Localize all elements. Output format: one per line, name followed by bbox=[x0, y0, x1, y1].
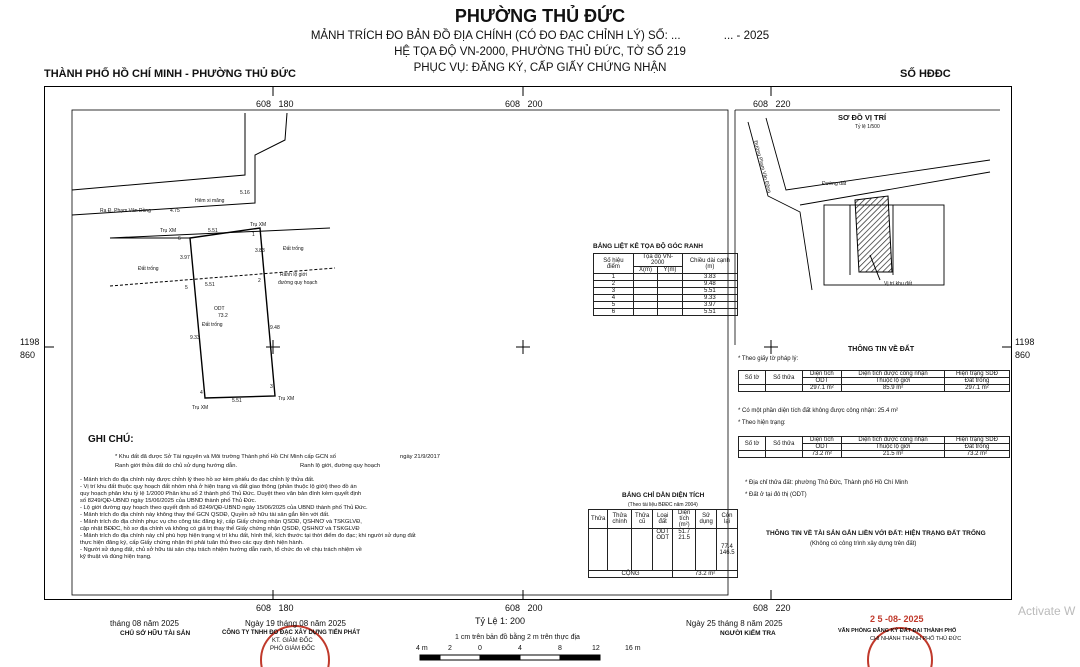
ruler-tick: 4 bbox=[518, 645, 522, 652]
alley-label: Hẻm xi măng bbox=[195, 198, 225, 204]
grid-label: 860 bbox=[20, 350, 36, 360]
notes-line: - Vị trí khu đất thuộc quy hoạch đất nhóm nhà ở hiện trạng và đất giao thông (phần thuộc lộ giới) theo đồ án bbox=[80, 484, 357, 490]
notes-line: - Mảnh trích đo địa chính này không thay thế GCN QSDĐ, Quyền sở hữu tài sản gắn liền với đất. bbox=[80, 512, 330, 518]
alley-width: 5.16 bbox=[240, 190, 250, 196]
signature-date-1: tháng 08 năm 2025 bbox=[110, 619, 179, 628]
col-header: Chiều dài cạnh (m) bbox=[682, 254, 737, 274]
land-info-current: * Theo hiện trạng: bbox=[738, 420, 786, 426]
point-label: 5 bbox=[185, 285, 188, 291]
table-row: 4 9.33 bbox=[594, 295, 738, 302]
edge-length: 3.83 bbox=[255, 248, 265, 254]
notes-line: * Khu đất đã được Sở Tài nguyên và Môi trường Thành phố Hồ Chí Minh cấp GCN số bbox=[115, 454, 336, 460]
grid-label: 608 220 bbox=[753, 603, 791, 613]
scale-bar-segment bbox=[560, 655, 600, 660]
ruler-tick: 16 m bbox=[625, 645, 641, 652]
signature-date-3: Ngày 25 tháng 8 năm 2025 bbox=[686, 619, 783, 628]
land-info-origin: * Đất ở tại đô thị (ODT) bbox=[745, 492, 807, 498]
land-info-table-2: Số tờ Số thửa Diện tích Diện tích được công nhận Hiện trạng SDĐ ODT Thuộc lộ giới Đất trống 73.2 m² 21.5 m² 73.2 m² bbox=[738, 436, 1010, 458]
notes-line: - Mảnh trích đo địa chính này được chỉnh lý theo hồ sơ kèm phiếu đo đạc chỉnh lý thửa đất. bbox=[80, 477, 315, 483]
coords-table bbox=[593, 253, 738, 316]
scale-bar-segment bbox=[420, 655, 440, 660]
activation-watermark: Activate W bbox=[1018, 604, 1076, 618]
location-marker-label: Vị trí khu đất bbox=[884, 281, 913, 287]
alley-width: 4.75 bbox=[170, 208, 180, 214]
grid-label: 1198 bbox=[20, 337, 40, 347]
notes-line: - Người sử dụng đất, chủ sở hữu tài sản chịu trách nhiệm hướng dẫn ranh, tổ chức đo vẽ chịu trách nhiệm về bbox=[80, 547, 362, 553]
land-label: Đất trống bbox=[283, 246, 304, 252]
road-boundary-label: Ranh lộ giới bbox=[280, 272, 307, 278]
notes-line: cập nhật BĐĐC, hồ sơ địa chính và không có giá trị thay thế Giấy chứng nhận QSDĐ, QSHNƠ và TSKGLVĐ bbox=[80, 526, 360, 532]
point-label: 4 bbox=[200, 390, 203, 396]
notes-list bbox=[80, 477, 520, 561]
area-table-sub: (Theo tài liệu BĐĐC năm 2004) bbox=[628, 502, 698, 508]
road-label: Ra Đ. Phạm Văn Đồng bbox=[100, 208, 151, 214]
edge-length: 3.97 bbox=[180, 255, 190, 261]
signature-role-3: NGƯỜI KIỂM TRA bbox=[720, 630, 776, 637]
stamp-date: 2 5 -08- 2025 bbox=[870, 614, 924, 624]
area-table-title: BẢNG CHỈ DẪN DIỆN TÍCH bbox=[622, 492, 705, 499]
signature-role-1: CHỦ SỞ HỮU TÀI SẢN bbox=[120, 630, 191, 637]
document-title: PHƯỜNG THỦ ĐỨC bbox=[454, 6, 626, 26]
ruler-tick: 4 m bbox=[416, 645, 428, 652]
col-header: X(m) bbox=[633, 267, 657, 274]
area-table: Thửa Thửa chính Thửa cũ Loại đất Diện tích (m²) Sử dụng Còn lại ODT ODT 51.7 21.5 77.4 146.5 CỘNG 73.2 m² bbox=[588, 509, 738, 578]
ruler-tick: 0 bbox=[478, 645, 482, 652]
notes-line: ngày 21/9/2017 bbox=[400, 454, 440, 460]
notes-line: - Lộ giới đường quy hoạch theo quyết định số 8249/QĐ-UBND ngày 15/06/2025 của UBND thành phố Thủ Đức. bbox=[80, 505, 368, 511]
location-title: SƠ ĐỒ VỊ TRÍ bbox=[838, 113, 887, 122]
edge-length: 9.33 bbox=[190, 335, 200, 341]
table-row: 297.1 m² 85.9 m² 297.1 m² bbox=[739, 385, 1010, 392]
header-line-1-tail: ... - 2025 bbox=[723, 30, 770, 42]
land-info-note: * Có một phần diện tích đất không được công nhận: 25.4 m² bbox=[738, 408, 899, 414]
col-header: Y(m) bbox=[658, 267, 682, 274]
ruler-tick: 12 bbox=[592, 645, 600, 652]
notes-line: số 8249/QĐ-UBND ngày 15/06/2025 của UBND thành phố Thủ Đức. bbox=[80, 498, 257, 504]
scale-bar-segment bbox=[480, 655, 520, 660]
location-street: Đường Phạm Văn Đồng bbox=[752, 140, 772, 194]
parcel-area: 73.2 bbox=[218, 313, 228, 319]
notes-line: quy hoạch phân khu tỷ lệ 1/2000 Phân khu số 2 thành phố Thủ Đức. Duyệt theo văn bản đính kèm quyết định bbox=[80, 491, 362, 497]
parcel-state: Đất trống bbox=[202, 322, 223, 328]
point-label: 1 bbox=[252, 232, 255, 238]
road-edge bbox=[72, 113, 287, 215]
notes-title: GHI CHÚ: bbox=[88, 434, 134, 445]
header-line-3: PHỤC VỤ: ĐĂNG KÝ, CẤP GIẤY CHỨNG NHẬN bbox=[413, 62, 667, 74]
edge-length: 5.51 bbox=[208, 228, 218, 234]
point-label: 2 bbox=[258, 278, 261, 284]
notes-line: thực hiện đăng ký, cấp Giấy chứng nhận thì phải tuân thủ theo các quy định hiện hành. bbox=[80, 540, 304, 546]
boundary-line bbox=[110, 228, 330, 238]
road-edge bbox=[72, 113, 245, 190]
point-label: 3 bbox=[270, 384, 273, 390]
edge-length: 5.51 bbox=[232, 398, 242, 404]
table-row: 5 3.97 bbox=[594, 302, 738, 309]
header-line-2: HỆ TỌA ĐỘ VN-2000, PHƯỜNG THỦ ĐỨC, TỜ SỐ 219 bbox=[394, 46, 686, 58]
point-label: 6 bbox=[178, 236, 181, 242]
asset-sub: (Không có công trình xây dựng trên đất) bbox=[810, 541, 917, 547]
scale-bar bbox=[420, 655, 600, 660]
land-label: Đất trống bbox=[138, 266, 159, 272]
scale-label: Tỷ Lệ 1: 200 bbox=[475, 616, 526, 626]
marker-label: Trụ XM bbox=[278, 396, 295, 402]
ruler-tick: 2 bbox=[448, 645, 452, 652]
notes-line: kỹ thuật và đúng hiện trạng. bbox=[80, 554, 152, 560]
col-header: Tọa độ VN-2000 bbox=[633, 254, 682, 267]
header-line-1-text: MẢNH TRÍCH ĐO BẢN ĐỒ ĐỊA CHÍNH (CÓ ĐO ĐẠC CHỈNH LÝ) SỐ: ... bbox=[310, 30, 681, 42]
land-info-legal: * Theo giấy tờ pháp lý: bbox=[738, 356, 799, 362]
marker-label: Trụ XM bbox=[192, 405, 209, 411]
signature-date-2: Ngày 19 tháng 08 năm 2025 bbox=[245, 619, 346, 628]
land-info-title: THÔNG TIN VỀ ĐẤT bbox=[848, 346, 915, 353]
parcel-type: ODT bbox=[214, 306, 225, 312]
grid-label: 608 180 bbox=[256, 603, 294, 613]
table-row: 73.2 m² 21.5 m² 73.2 m² bbox=[739, 451, 1010, 458]
land-info-table-1: Số tờ Số thửa Diện tích Diện tích được công nhận Hiện trạng SDĐ ODT Thuộc lộ giới Đất trống 297.1 m² 85.9 m² 297.1 m² bbox=[738, 370, 1010, 392]
ruler-tick: 8 bbox=[558, 645, 562, 652]
signature-company: CÔNG TY TNHH ĐO ĐẠC XÂY DỰNG TIẾN PHÁT bbox=[222, 630, 361, 636]
grid-label: 608 200 bbox=[505, 99, 543, 109]
table-row: 2 9.48 bbox=[594, 281, 738, 288]
location-hatched-lot bbox=[855, 196, 892, 272]
grid-label: 860 bbox=[1015, 350, 1031, 360]
marker-label: Trụ XM bbox=[160, 228, 177, 234]
edge-length: 9.48 bbox=[270, 325, 280, 331]
notes-line: - Mảnh trích đo địa chính phục vụ cho công tác đăng ký, cấp Giấy chứng nhận QSDĐ, QSHNƠ và TSKGLVĐ, bbox=[80, 519, 362, 525]
header-left: THÀNH PHỐ HỒ CHÍ MINH - PHƯỜNG THỦ ĐỨC bbox=[44, 68, 296, 80]
signature-office: VĂN PHÒNG ĐĂNG KÝ ĐẤT ĐAI THÀNH PHỐ bbox=[838, 628, 957, 634]
grid-label: 608 200 bbox=[505, 603, 543, 613]
col-header: Số hiệu điểm bbox=[594, 254, 634, 274]
location-scale: Tỷ lệ 1/500 bbox=[855, 124, 880, 130]
notes-line: - Mảnh trích đo địa chính này chỉ phù hợp hiện trạng vị trí khu đất, hình thể, kích thước tại thời điểm đo đạc; khi người sử dụng đất bbox=[80, 533, 416, 539]
table-row: ODT ODT 51.7 21.5 77.4 146.5 bbox=[589, 529, 738, 571]
land-info-address: * Địa chỉ thửa đất: phường Thủ Đức, Thành phố Hồ Chí Minh bbox=[745, 480, 908, 486]
table-row: CỘNG 73.2 m² bbox=[589, 571, 738, 578]
coords-table-title: BẢNG LIỆT KÊ TỌA ĐỘ GÓC RANH bbox=[593, 243, 703, 250]
location-road-edge bbox=[800, 172, 990, 205]
header-right: SỐ HĐĐC bbox=[900, 68, 951, 80]
table-row: 3 5.51 bbox=[594, 288, 738, 295]
grid-label: 608 180 bbox=[256, 99, 294, 109]
grid-label: 1198 bbox=[1015, 337, 1035, 347]
edge-length: 5.51 bbox=[205, 282, 215, 288]
road-boundary-label: đường quy hoạch bbox=[278, 280, 318, 286]
scale-note: 1 cm trên bản đồ bằng 2 m trên thực địa bbox=[455, 634, 580, 641]
signature-role-2: KT. GIÁM ĐỐC bbox=[272, 638, 313, 644]
notes-line: Ranh lộ giới, đường quy hoạch bbox=[300, 463, 381, 469]
asset-title: THÔNG TIN VỀ TÀI SẢN GẮN LIỀN VỚI ĐẤT: HIỆN TRẠNG ĐẤT TRỐNG bbox=[766, 530, 986, 537]
notes-line: Ranh giới thửa đất do chủ sử dụng hướng dẫn. bbox=[115, 463, 238, 469]
table-row: 6 5.51 bbox=[594, 309, 738, 316]
grid-label: 608 220 bbox=[753, 99, 791, 109]
marker-label: Trụ XM bbox=[250, 222, 267, 228]
signature-office-branch: CHI NHÁNH THÀNH PHỐ THỦ ĐỨC bbox=[870, 636, 962, 642]
signature-role-2b: PHÓ GIÁM ĐỐC bbox=[270, 646, 316, 652]
table-row: 1 3.83 bbox=[594, 274, 738, 281]
location-road: Đường đất bbox=[822, 181, 847, 187]
